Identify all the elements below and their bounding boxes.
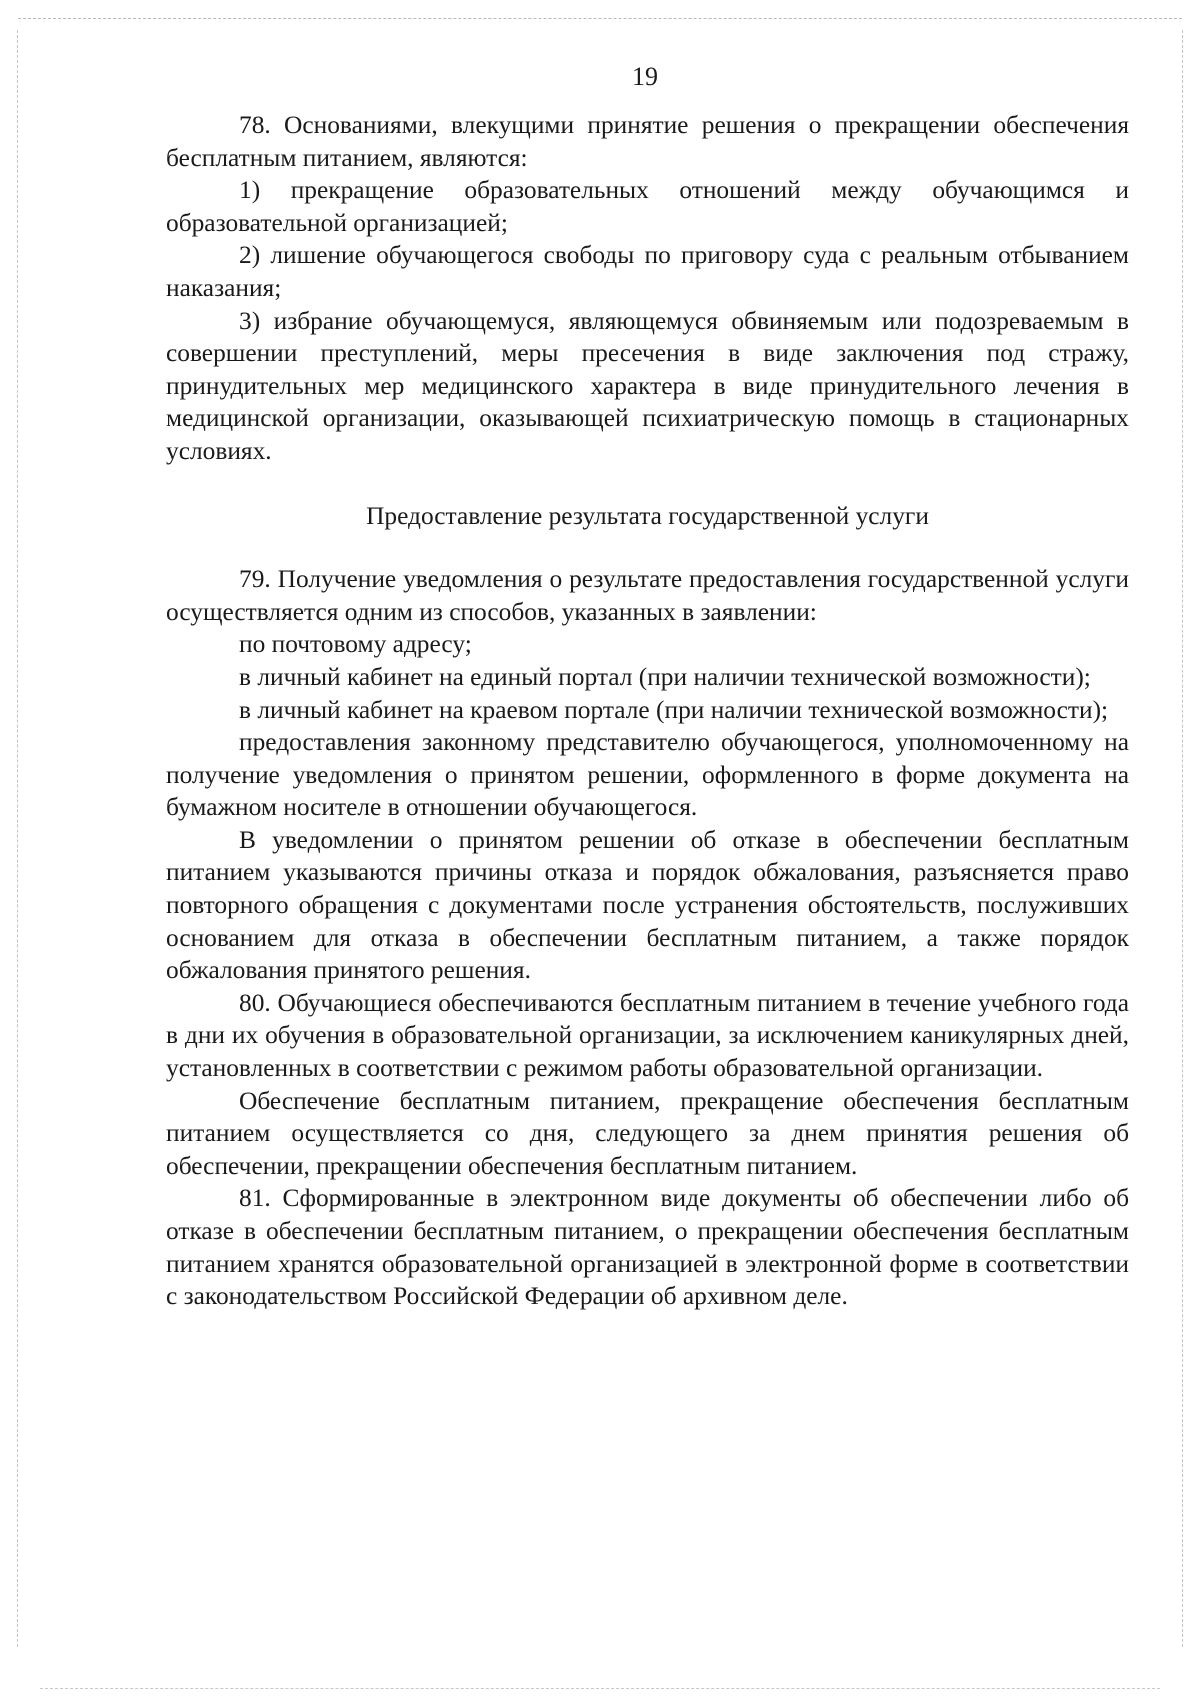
document-body	[166, 109, 1129, 1313]
paragraph-refusal-notice: В уведомлении о принятом решении об отказе в обеспечении бесплатным питанием указываются причины отказа и порядок обжалования, разъясняется право повторного обращения с документами после устранения обстоятельств, послуживших основанием для отказа в обеспечении бесплатным питанием, а также порядок обжалования принятого решения.	[166, 825, 1129, 985]
paragraph-78: 78. Основаниями, влекущими принятие решения о прекращении обеспечения бесплатным питанием, являются:	[166, 111, 1129, 172]
paragraph-80: 80. Обучающиеся обеспечиваются бесплатным питанием в течение учебного года в дни их обучения в образовательной организации, за исключением каникулярных дней, установленных в соответствии с режимом работы образовательной организации.	[166, 988, 1129, 1083]
list-item-2: 2) лишение обучающегося свободы по приговору суда с реальным отбыванием наказания;	[166, 241, 1129, 302]
scan-border-top	[18, 18, 1182, 19]
method-legal-representative: предоставления законному представителю обучающегося, уполномоченному на получение уведомления о принятом решении, оформленного в форме документа на бумажном носителе в отношении обучающегося.	[166, 728, 1129, 822]
paragraph-81: 81. Сформированные в электронном виде документы об обеспечении либо об отказе в обеспечении бесплатным питанием, о прекращении обеспечения бесплатным питанием хранятся образовательной организацией в электронной форме в соответствии с законодательством Российской Федерации об архивном деле.	[166, 1184, 1129, 1311]
list-item-3: 3) избрание обучающемуся, являющемуся обвиняемым или подозреваемым в совершении преступлений, меры пресечения в виде заключения под стражу, принудительных мер медицинского характера в виде принудительного лечения в медицинской организации, оказывающей психиатрическую помощь в стационарных условиях.	[166, 306, 1129, 465]
method-regional-portal: в личный кабинет на краевом портале (при наличии технической возможности);	[239, 695, 1109, 724]
method-unified-portal: в личный кабинет на единый портал (при наличии технической возможности);	[239, 662, 1091, 691]
scan-border-right	[1182, 30, 1183, 1647]
paragraph-provision-start: Обеспечение бесплатным питанием, прекращение обеспечения бесплатным питанием осуществляется со дня, следующего за днем принятия решения об обеспечении, прекращении обеспечения бесплатным питанием.	[166, 1086, 1129, 1180]
list-item-1: 1) прекращение образовательных отношений между обучающимся и образовательной организацией;	[166, 176, 1129, 237]
page-number: 19	[632, 62, 658, 91]
scan-border-left	[17, 30, 18, 1647]
section-heading: Предоставление результата государственной услуги	[366, 501, 929, 530]
paragraph-79: 79. Получение уведомления о результате предоставления государственной услуги осуществляется одним из способов, указанных в заявлении:	[166, 565, 1129, 626]
scan-border-bottom	[40, 1688, 1160, 1689]
method-postal: по почтовому адресу;	[239, 630, 472, 659]
